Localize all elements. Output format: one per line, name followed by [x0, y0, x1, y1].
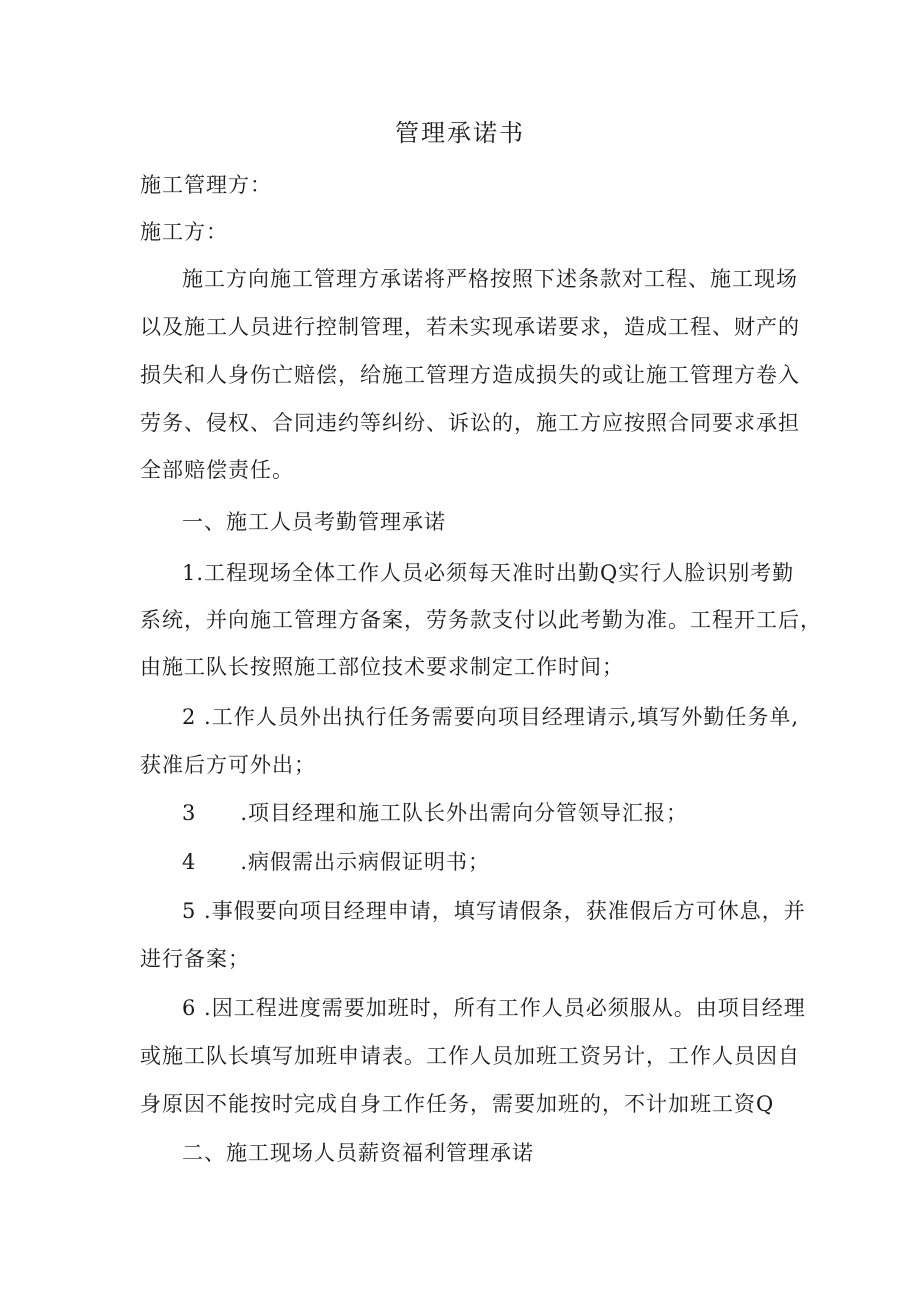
clause-line: 6 .因工程进度需要加班时，所有工作人员必须服从。由项目经理: [182, 996, 806, 1020]
document-title: 管理承诺书: [395, 119, 525, 147]
clause-line: 1.工程现场全体工作人员必须每天准时出勤Q实行人脸识别考勤: [182, 561, 795, 585]
intro-line: 劳务、侵权、合同违约等纠纷、诉讼的，施工方应按照合同要求承担: [140, 411, 800, 435]
intro-line: 全部赔偿责任。: [140, 458, 294, 482]
clause-line: 进行备案；: [140, 947, 250, 971]
clause-line: 系统，并向施工管理方备案，劳务款支付以此考勤为准。工程开工后，: [140, 608, 822, 632]
intro-line: 施工方向施工管理方承诺将严格按照下述条款对工程、施工现场: [182, 267, 798, 291]
clause-line: 由施工队长按照施工部位技术要求制定工作时间；: [140, 655, 624, 679]
party-contractor-label: 施工方：: [140, 220, 228, 244]
party-manager-label: 施工管理方：: [140, 173, 272, 197]
section-heading: 一、施工人员考勤管理承诺: [182, 510, 446, 534]
clause-line: 3 .项目经理和施工队长外出需向分管领导汇报；: [182, 801, 689, 825]
clause-line: 4 .病假需出示病假证明书；: [182, 850, 491, 874]
intro-line: 损失和人身伤亡赔偿，给施工管理方造成损失的或让施工管理方卷入: [140, 363, 800, 387]
section-heading: 二、施工现场人员薪资福利管理承诺: [182, 1141, 534, 1165]
clause-line: 5 .事假要向项目经理申请，填写请假条，获准假后方可休息，并: [182, 899, 806, 923]
clause-line: 获准后方可外出；: [140, 753, 316, 777]
clause-line: 2 .工作人员外出执行任务需要向项目经理请示,填写外勤任务单,: [182, 705, 800, 729]
clause-line: 或施工队长填写加班申请表。工作人员加班工资另计，工作人员因自: [140, 1044, 800, 1068]
clause-line: 身原因不能按时完成自身工作任务，需要加班的，不计加班工资Q: [140, 1092, 775, 1116]
intro-line: 以及施工人员进行控制管理，若未实现承诺要求，造成工程、财产的: [140, 315, 800, 339]
